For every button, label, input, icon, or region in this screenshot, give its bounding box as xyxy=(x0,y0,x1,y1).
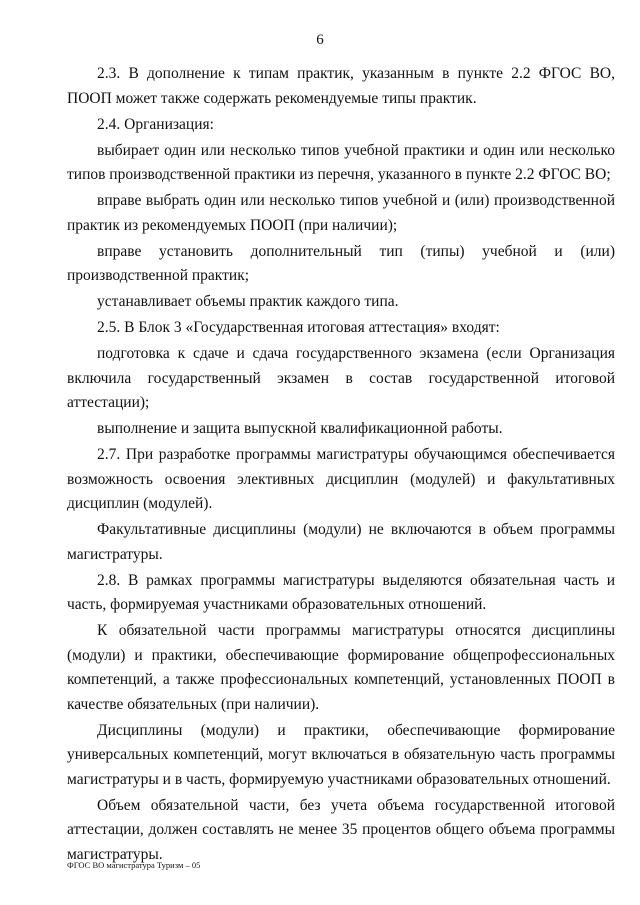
page-number: 6 xyxy=(316,32,324,48)
paragraph-universal-competencies: Дисциплины (модули) и практики, обеспечивающие формирование универсальных компетенций, могут включаться в обязательную часть программы магистратуры и в часть, формируемую участниками образовательных отношений. xyxy=(67,721,615,788)
paragraph-state-exam: подготовка к сдаче и сдача государственного экзамена (если Организация включила государственный экзамен в состав государственной итоговой аттестации); xyxy=(67,345,615,411)
paragraph-practice-volume: устанавливает объемы практик каждого типа. xyxy=(97,293,399,310)
paragraph-additional-type: вправе установить дополнительный тип (типы) учебной и (или) производственной практик; xyxy=(67,242,615,284)
paragraph-optional-disciplines: Факультативные дисциплины (модули) не включаются в объем программы магистратуры. xyxy=(67,521,615,563)
paragraph-recommended-practices: вправе выбрать один или несколько типов учебной и (или) производственной практик из рекомендуемых ПООП (при наличии); xyxy=(67,192,615,234)
paragraph-thesis: выполнение и защита выпускной квалификационной работы. xyxy=(97,420,503,437)
paragraph-practice-types: выбирает один или несколько типов учебной практики и один или несколько типов производственной практики из перечня, указанного в пункте 2.2 ФГОС ВО; xyxy=(67,141,615,183)
paragraph-2-5-heading: 2.5. В Блок 3 «Государственная итоговая аттестация» входят: xyxy=(97,319,500,336)
paragraph-mandatory-part: К обязательной части программы магистратуры относятся дисциплины (модули) и практики, обеспечивающие формирование общепрофессиональных компетенций, а также профессиональных компетенций, установленных ПООП в качестве обязательных (при наличии). xyxy=(67,622,615,713)
paragraph-2-4-heading: 2.4. Организация: xyxy=(97,115,214,133)
document-body xyxy=(67,62,615,869)
footer-note: ФГОС ВО магистратура Туризм – 05 xyxy=(67,860,201,870)
paragraph-2-3: 2.3. В дополнение к типам практик, указанным в пункте 2.2 ФГОС ВО, ПООП может также содержать рекомендуемые типы практик. xyxy=(67,65,615,107)
paragraph-mandatory-volume: Объем обязательной части, без учета объема государственной итоговой аттестации, должен составлять не менее 35 процентов общего объема программы магистратуры. xyxy=(67,796,615,863)
paragraph-2-8: 2.8. В рамках программы магистратуры выделяются обязательная часть и часть, формируемая участниками образовательных отношений. xyxy=(67,571,615,613)
paragraph-2-7: 2.7. При разработке программы магистратуры обучающимся обеспечивается возможность освоения элективных дисциплин (модулей) и факультативных дисциплин (модулей). xyxy=(67,446,615,512)
